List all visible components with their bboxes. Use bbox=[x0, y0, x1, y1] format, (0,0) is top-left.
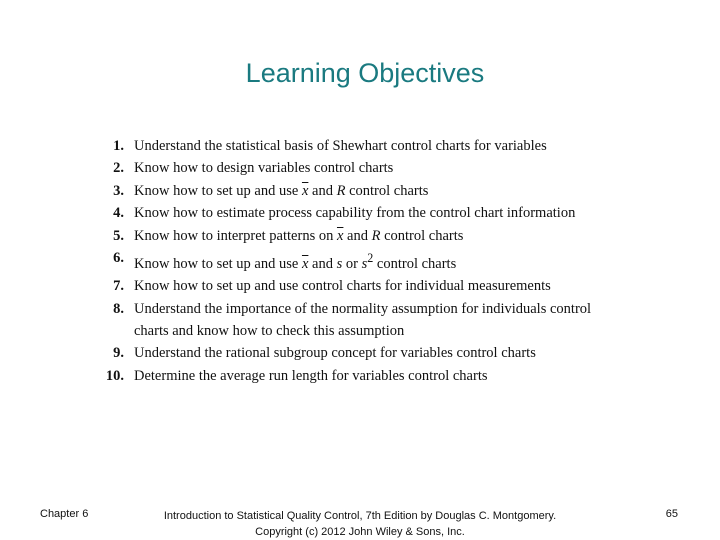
item-number: 6. bbox=[113, 250, 124, 267]
list-item bbox=[92, 275, 652, 297]
item-text: Understand the rational subgroup concept for variables control charts bbox=[134, 345, 536, 362]
footer-source-line1: Introduction to Statistical Quality Control, 7th Edition by Douglas C. Montgomery. bbox=[163, 510, 557, 522]
item-text bbox=[134, 298, 652, 343]
list-item bbox=[92, 157, 652, 179]
item-text: Determine the average run length for variables control charts bbox=[134, 367, 488, 384]
item-text bbox=[134, 225, 652, 247]
x-bar-symbol: $\overline{x}$ bbox=[301, 182, 309, 199]
r-symbol: R bbox=[336, 182, 346, 199]
slide-title: Learning Objectives bbox=[245, 58, 485, 88]
item-text-pre: Know how to set up and use bbox=[134, 182, 302, 199]
item-number: 7. bbox=[113, 278, 124, 295]
item-text-or: or bbox=[342, 255, 362, 272]
item-number: 4. bbox=[113, 205, 124, 222]
item-text-post: control charts bbox=[345, 182, 429, 199]
item-text: Know how to estimate process capability from the control chart information bbox=[134, 205, 576, 222]
item-number: 10. bbox=[105, 367, 124, 384]
item-number: 5. bbox=[113, 227, 124, 244]
superscript-two: 2 bbox=[367, 251, 374, 266]
item-text: Know how to design variables control charts bbox=[134, 160, 394, 177]
item-number: 9. bbox=[113, 345, 124, 362]
footer-page-number: 65 bbox=[665, 508, 678, 520]
footer-source bbox=[150, 508, 570, 540]
item-number: 8. bbox=[113, 300, 124, 317]
item-text-mid: and bbox=[308, 182, 337, 199]
s-squared-symbol: s bbox=[361, 255, 368, 272]
item-text: Know how to set up and use control charts for individual measurements bbox=[134, 278, 551, 295]
list-item bbox=[92, 202, 652, 224]
item-number: 2. bbox=[113, 160, 124, 177]
x-bar-symbol: $\overline{x}$ bbox=[336, 227, 344, 244]
item-text-post: control charts bbox=[373, 255, 457, 272]
item-number: 3. bbox=[113, 182, 124, 199]
footer-chapter: Chapter 6 bbox=[40, 508, 89, 520]
list-item bbox=[92, 247, 652, 275]
footer-source-line2: Copyright (c) 2012 John Wiley & Sons, Inc. bbox=[255, 526, 465, 538]
item-text-mid: and bbox=[343, 227, 372, 244]
s-symbol: s bbox=[336, 255, 343, 272]
item-text-line1: Understand the importance of the normality assumption for individuals control bbox=[134, 300, 592, 317]
item-text-line2: charts and know how to check this assumption bbox=[134, 323, 405, 340]
list-item bbox=[92, 298, 652, 343]
list-item bbox=[92, 365, 652, 387]
item-text-pre: Know how to interpret patterns on bbox=[134, 227, 337, 244]
x-bar-symbol: $\overline{x}$ bbox=[301, 255, 309, 272]
list-item bbox=[92, 180, 652, 202]
item-text bbox=[134, 180, 652, 202]
item-number: 1. bbox=[113, 138, 124, 154]
list-item bbox=[92, 135, 652, 157]
item-text bbox=[134, 247, 652, 275]
r-symbol: R bbox=[371, 227, 381, 244]
item-text-post: control charts bbox=[380, 227, 464, 244]
item-text-mid: and bbox=[308, 255, 337, 272]
list-item bbox=[92, 342, 652, 364]
item-text: Understand the statistical basis of Shewhart control charts for variables bbox=[134, 138, 547, 154]
item-text-pre: Know how to set up and use bbox=[134, 255, 302, 272]
objectives-list bbox=[92, 135, 652, 387]
list-item bbox=[92, 225, 652, 247]
